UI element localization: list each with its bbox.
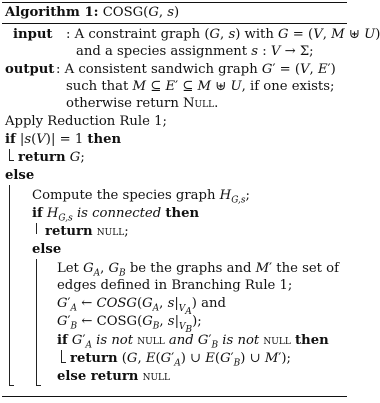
if-both-nonnull: if $G'_A$ is not null and $G'_B$ is not null then xyxy=(57,333,329,351)
if2-bracket-vertical xyxy=(36,223,37,234)
caption-name: COSG(G, s) xyxy=(102,5,180,20)
if1-bracket-horizontal xyxy=(9,160,14,161)
bottom-rule xyxy=(2,396,347,397)
else-bracket-vertical xyxy=(9,185,10,385)
input-line-2: and a species assignment s : V → Σ; xyxy=(76,44,314,59)
reduction-step: Apply Reduction Rule 1; xyxy=(5,114,167,129)
if3-bracket-vertical xyxy=(61,350,62,362)
if-single-species: if |s(V)| = 1 then xyxy=(5,132,122,147)
input-line-1: : A constraint graph (G, s) with G = (V, M ⊎ U) xyxy=(66,27,380,42)
output-line-3: otherwise return Null. xyxy=(66,96,219,111)
output-keyword: output xyxy=(5,62,55,77)
return-union: return (G, $E(G'_A)$ ∪ $E(G'_B)$ ∪ M′); xyxy=(70,351,291,369)
return-g: return G; xyxy=(18,150,85,165)
output-line-2: such that M ⊆ E′ ⊆ M ⊎ U, if one exists; xyxy=(66,79,335,94)
else2-bracket-horizontal xyxy=(36,385,41,386)
else2-bracket-vertical xyxy=(36,259,37,385)
let-line-1: Let $G_A$, $G_B$ be the graphs and M′ the set of xyxy=(57,261,339,279)
caption-label: Algorithm 1: xyxy=(5,5,99,20)
return-null-1: return null; xyxy=(45,224,129,239)
caption-rule xyxy=(2,23,347,24)
input-keyword: input xyxy=(13,27,53,42)
else-return-null: else return null xyxy=(57,369,170,384)
let-line-2: edges defined in Branching Rule 1; xyxy=(57,278,293,293)
if3-bracket-horizontal xyxy=(61,362,66,363)
else-keyword: else xyxy=(5,168,35,183)
if-connected: if $H_{G,s}$ is connected then xyxy=(32,206,200,224)
else-bracket-horizontal xyxy=(9,385,14,386)
else-keyword-2: else xyxy=(32,242,62,257)
top-rule xyxy=(2,2,347,3)
algorithm-caption xyxy=(5,5,179,21)
output-line-1: : A consistent sandwich graph G′ = (V, E′) xyxy=(56,62,336,77)
ga-assignment: $G'_A$ ← $COSG(G_A$, $s|_{V_A}$) and xyxy=(57,296,226,317)
if1-bracket-vertical xyxy=(9,149,10,160)
gb-assignment: $G'_B$ ← $COSG(G_B$, $s|_{V_B}$); xyxy=(57,314,202,335)
algorithm-block xyxy=(2,2,380,398)
compute-species-graph: Compute the species graph $H_{G,s}$; xyxy=(32,188,250,206)
